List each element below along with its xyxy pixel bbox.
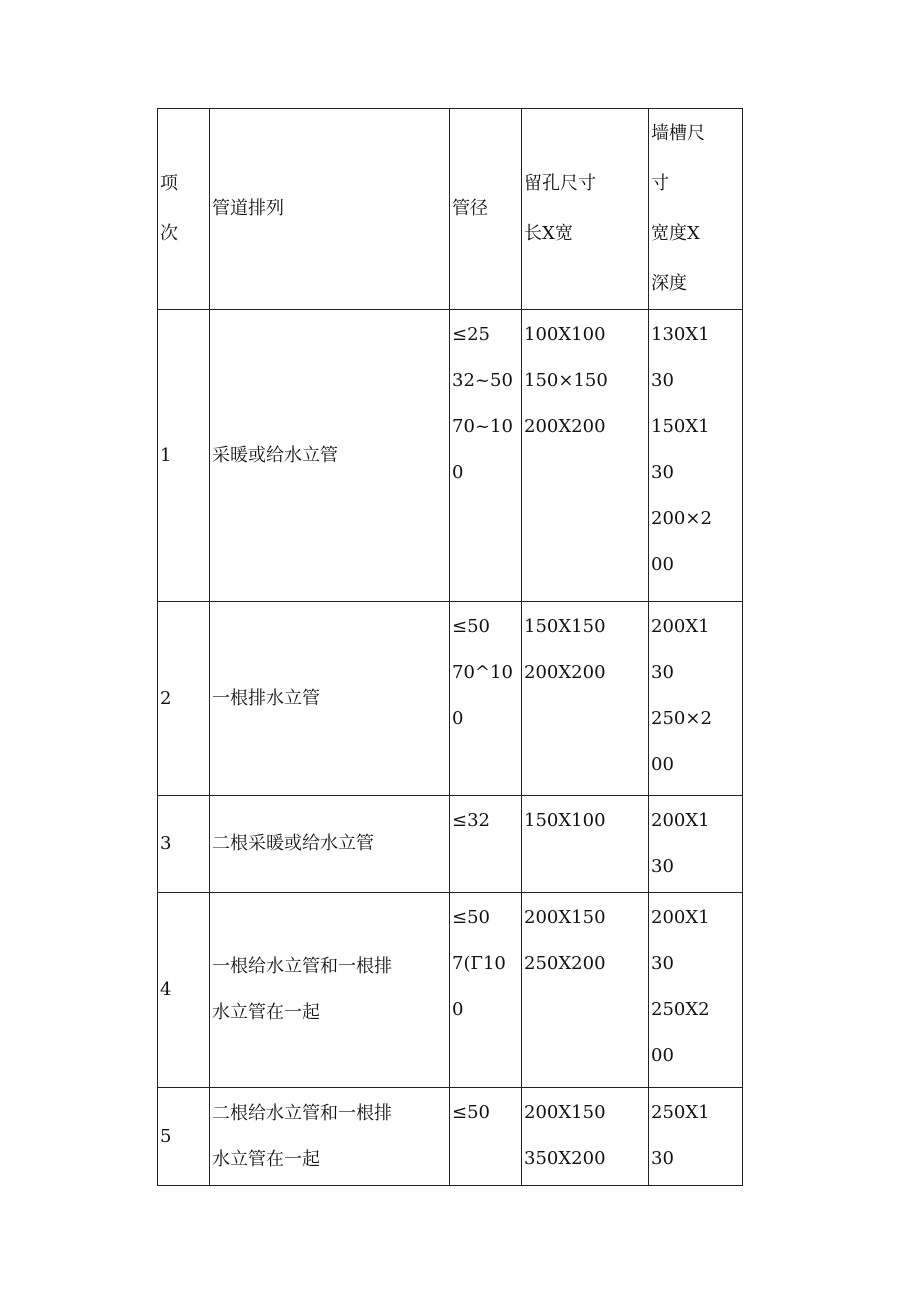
row-index [158,602,210,796]
row-groove-size-line: 30 [651,1148,674,1169]
row-hole-size-line: 150X150 [524,616,606,637]
header-groove-size-line: 墙槽尺 [651,123,705,144]
row-index [158,1088,210,1186]
row-arrangement-line: 采暖或给水立管 [212,444,338,466]
row-groove-size-line: 30 [651,856,674,877]
row-hole-size-line: 250X200 [524,953,606,974]
row-diameter-line: ≤32 [452,810,490,831]
row-diameter-line: 70^10 [452,662,513,683]
row-diameter-line: 0 [452,462,464,483]
row-diameter-line: 7(Γ10 [452,953,506,974]
row-groove-size-line: 250X2 [651,999,710,1020]
header-diameter [450,109,522,310]
row-groove-size-line: 00 [651,1045,674,1066]
header-index-line: 次 [160,223,178,244]
row-arrangement-line: 二根采暖或给水立管 [212,833,374,854]
row-index [158,893,210,1088]
row-diameter [450,796,522,893]
table-row [158,602,743,796]
row-diameter-line: ≤50 [452,1102,490,1123]
table-row [158,310,743,602]
row-diameter-line: 70~10 [452,416,513,437]
row-hole-size [522,602,649,796]
row-groove-size-line: 200X1 [651,810,710,831]
row-index [158,796,210,893]
row-hole-size-line: 200X150 [524,907,606,928]
row-groove-size-line: 00 [651,754,674,775]
row-index-value: 4 [160,979,172,1000]
header-groove-size-line: 宽度X [651,223,700,244]
row-hole-size-line: 150×150 [524,370,608,391]
row-groove-size-line: 30 [651,462,674,483]
row-index-value: 1 [160,444,172,466]
header-arrangement [210,109,450,310]
row-index [158,310,210,602]
row-arrangement [210,1088,450,1186]
row-arrangement [210,893,450,1088]
row-hole-size [522,893,649,1088]
header-diameter-label: 管径 [452,198,488,219]
table-row [158,796,743,893]
row-groove-size-line: 00 [651,554,674,575]
row-diameter-line: ≤50 [452,616,490,637]
row-groove-size-line: 200×2 [651,508,712,529]
row-diameter [450,310,522,602]
table-header-row [158,109,743,310]
header-hole-size-line: 长X宽 [524,223,573,244]
header-index [158,109,210,310]
row-groove-size-line: 30 [651,953,674,974]
row-hole-size-line: 200X200 [524,662,606,683]
row-index-value: 5 [160,1125,172,1147]
row-diameter [450,1088,522,1186]
row-groove-size [649,796,743,893]
row-groove-size-line: 130X1 [651,324,710,345]
row-groove-size-line: 250X1 [651,1102,710,1123]
row-arrangement [210,602,450,796]
row-diameter-line: 0 [452,999,464,1020]
row-groove-size [649,602,743,796]
header-groove-size-line: 深度 [651,273,687,294]
row-arrangement-line: 水立管在一起 [212,1148,320,1170]
table-row [158,1088,743,1186]
row-hole-size-line: 200X150 [524,1102,606,1123]
row-hole-size-line: 150X100 [524,810,606,831]
row-arrangement-line: 一根给水立管和一根排 [212,956,392,977]
row-arrangement [210,796,450,893]
row-hole-size [522,796,649,893]
row-arrangement [210,310,450,602]
row-arrangement-line: 水立管在一起 [212,1002,320,1023]
row-index-value: 3 [160,833,172,854]
row-diameter-line: ≤25 [452,324,490,345]
row-groove-size-line: 200X1 [651,907,710,928]
row-diameter [450,893,522,1088]
header-groove-size [649,109,743,310]
row-index-value: 2 [160,687,172,709]
row-arrangement-line: 一根排水立管 [212,687,320,709]
row-diameter-line: 0 [452,708,464,729]
row-arrangement-line: 二根给水立管和一根排 [212,1102,392,1124]
row-groove-size-line: 30 [651,662,674,683]
row-hole-size [522,310,649,602]
row-hole-size-line: 200X200 [524,416,606,437]
row-hole-size [522,1088,649,1186]
row-groove-size-line: 150X1 [651,416,710,437]
pipe-hole-size-table [157,108,743,1186]
header-index-line: 项 [160,173,178,194]
row-hole-size-line: 350X200 [524,1148,606,1169]
header-arrangement-label: 管道排列 [212,198,284,219]
row-groove-size-line: 200X1 [651,616,710,637]
row-diameter-line: ≤50 [452,907,490,928]
row-groove-size-line: 30 [651,370,674,391]
row-groove-size [649,1088,743,1186]
header-hole-size [522,109,649,310]
row-groove-size [649,310,743,602]
table-row [158,893,743,1088]
header-hole-size-line: 留孔尺寸 [524,173,596,194]
row-groove-size-line: 250×2 [651,708,712,729]
row-groove-size [649,893,743,1088]
row-hole-size-line: 100X100 [524,324,606,345]
header-groove-size-line: 寸 [651,173,669,194]
row-diameter [450,602,522,796]
row-diameter-line: 32~50 [452,370,513,391]
